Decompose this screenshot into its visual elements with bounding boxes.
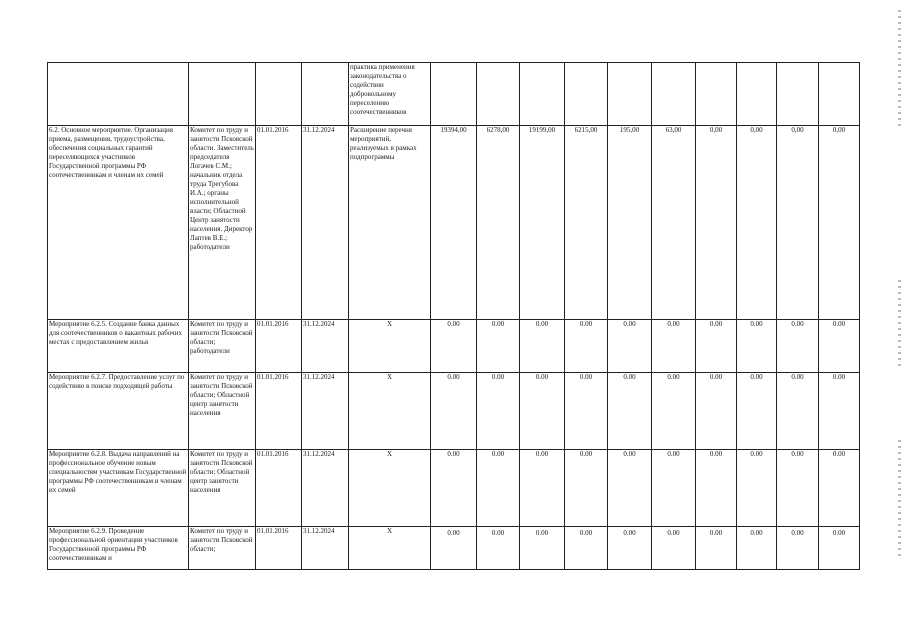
funding-value-cell: 0.00 — [608, 450, 652, 527]
funding-value-cell: 0.00 — [777, 450, 819, 527]
funding-value-cell: 0.00 — [777, 527, 819, 570]
funding-value-cell: 0.00 — [477, 320, 520, 373]
funding-value-cell — [777, 63, 819, 126]
funding-value-cell: 0.00 — [565, 320, 608, 373]
funding-value-cell — [477, 63, 520, 126]
funding-value-cell: 0.00 — [652, 320, 696, 373]
program-activities-table — [47, 62, 860, 570]
scan-artifact — [898, 280, 901, 370]
expected-result-cell: X — [349, 320, 431, 373]
activity-name-cell: Мероприятие 6.2.8. Выдача направлений на профессиональное обучение новым специальностям участникам Государственной программы РФ соотечественникам и членам их семей — [48, 450, 189, 527]
funding-value-cell: 0,00 — [696, 126, 737, 320]
funding-value-cell — [608, 63, 652, 126]
scan-artifact — [898, 10, 901, 130]
table-row — [48, 527, 860, 570]
funding-value-cell — [565, 63, 608, 126]
responsible-cell — [189, 63, 256, 126]
funding-value-cell: 0.00 — [565, 450, 608, 527]
funding-value-cell — [652, 63, 696, 126]
start-date-cell — [256, 63, 302, 126]
start-date-cell: 01.01.2016 — [256, 126, 302, 320]
funding-value-cell: 0.00 — [431, 450, 477, 527]
funding-value-cell: 0.00 — [737, 450, 777, 527]
scan-artifact — [898, 440, 901, 560]
funding-value-cell: 6278,00 — [477, 126, 520, 320]
end-date-cell: 31.12.2024 — [302, 527, 349, 570]
start-date-cell: 01.01.2016 — [256, 320, 302, 373]
funding-value-cell: 0.00 — [608, 320, 652, 373]
activity-name-cell: Мероприятие 6.2.5. Создание банка данных для соотечественников о вакантных рабочих местах с предоставлением жилья — [48, 320, 189, 373]
funding-value-cell — [431, 63, 477, 126]
expected-result-cell: X — [349, 450, 431, 527]
start-date-cell: 01.01.2016 — [256, 527, 302, 570]
funding-value-cell: 0,00 — [737, 126, 777, 320]
activity-name-cell: Мероприятие 6.2.9. Проведение профессиональной ориентации участников Государственной программы РФ соотечественникам и — [48, 527, 189, 570]
funding-value-cell: 0.00 — [696, 320, 737, 373]
responsible-cell: Комитет по труду и занятости Псковской области. Заместитель председателя Логачев С.М.; начальник отдела труда Трегубова И.А.; органы исполнительной власти; Областной Центр занятости населения. Директор Лаптев В.Е.; работодатели — [189, 126, 256, 320]
start-date-cell: 01.01.2016 — [256, 373, 302, 450]
end-date-cell: 31.12.2024 — [302, 320, 349, 373]
funding-value-cell: 0.00 — [652, 527, 696, 570]
responsible-cell: Комитет по труду и занятости Псковской области; Областной центр занятости населения — [189, 373, 256, 450]
funding-value-cell: 0.00 — [431, 320, 477, 373]
funding-value-cell: 0.00 — [608, 373, 652, 450]
table-row — [48, 126, 860, 320]
funding-value-cell: 0.00 — [652, 450, 696, 527]
activity-name-cell: Мероприятие 6.2.7. Предоставление услуг по содействию в поиске подходящей работы — [48, 373, 189, 450]
funding-value-cell: 19199,00 — [520, 126, 565, 320]
end-date-cell: 31.12.2024 — [302, 373, 349, 450]
funding-value-cell: 0.00 — [520, 320, 565, 373]
funding-value-cell: 0.00 — [737, 373, 777, 450]
table-row — [48, 450, 860, 527]
funding-value-cell: 0.00 — [696, 527, 737, 570]
start-date-cell: 01.01.2016 — [256, 450, 302, 527]
table-row — [48, 63, 860, 126]
funding-value-cell: 0.00 — [777, 373, 819, 450]
funding-value-cell: 63,00 — [652, 126, 696, 320]
responsible-cell: Комитет по труду и занятости Псковской области; Областной центр занятости населения — [189, 450, 256, 527]
funding-value-cell: 0.00 — [608, 527, 652, 570]
funding-value-cell: 0.00 — [819, 450, 860, 527]
table-row — [48, 373, 860, 450]
funding-value-cell: 0,00 — [819, 126, 860, 320]
funding-value-cell: 0.00 — [737, 320, 777, 373]
funding-value-cell: 0.00 — [652, 373, 696, 450]
funding-value-cell — [520, 63, 565, 126]
funding-value-cell: 0.00 — [696, 373, 737, 450]
funding-value-cell: 0.00 — [431, 527, 477, 570]
activity-name-cell — [48, 63, 189, 126]
expected-result-cell: Расширение перечня мероприятий, реализуемых в рамках подпрограммы — [349, 126, 431, 320]
expected-result-cell: X — [349, 527, 431, 570]
table-row — [48, 320, 860, 373]
expected-result-cell: X — [349, 373, 431, 450]
funding-value-cell: 0.00 — [819, 320, 860, 373]
responsible-cell: Комитет по труду и занятости Псковской области; работодатели — [189, 320, 256, 373]
end-date-cell: 31.12.2024 — [302, 126, 349, 320]
funding-value-cell: 0.00 — [477, 373, 520, 450]
funding-value-cell: 195,00 — [608, 126, 652, 320]
end-date-cell — [302, 63, 349, 126]
activity-name-cell: 6.2. Основное мероприятие. Организация приема, размещения, трудоустройства, обеспечения социальных гарантий переселяющихся участников Государственной программы РФ соотечественникам и членам их семей — [48, 126, 189, 320]
funding-value-cell: 0.00 — [565, 373, 608, 450]
funding-value-cell: 0.00 — [520, 450, 565, 527]
funding-value-cell: 19394,00 — [431, 126, 477, 320]
funding-value-cell: 0.00 — [819, 527, 860, 570]
funding-value-cell: 0.00 — [777, 320, 819, 373]
funding-value-cell: 0.00 — [477, 450, 520, 527]
funding-value-cell: 0,00 — [777, 126, 819, 320]
funding-value-cell: 0.00 — [520, 527, 565, 570]
responsible-cell: Комитет по труду и занятости Псковской области; — [189, 527, 256, 570]
funding-value-cell: 6215,00 — [565, 126, 608, 320]
funding-value-cell — [737, 63, 777, 126]
funding-value-cell: 0.00 — [696, 450, 737, 527]
end-date-cell: 31.12.2024 — [302, 450, 349, 527]
funding-value-cell: 0.00 — [737, 527, 777, 570]
expected-result-cell: практика применения законодательства о содействии добровольному переселению соотечественников — [349, 63, 431, 126]
funding-value-cell: 0.00 — [565, 527, 608, 570]
funding-value-cell: 0.00 — [520, 373, 565, 450]
funding-value-cell: 0.00 — [431, 373, 477, 450]
funding-value-cell — [696, 63, 737, 126]
funding-value-cell: 0.00 — [819, 373, 860, 450]
funding-value-cell: 0.00 — [477, 527, 520, 570]
funding-value-cell — [819, 63, 860, 126]
